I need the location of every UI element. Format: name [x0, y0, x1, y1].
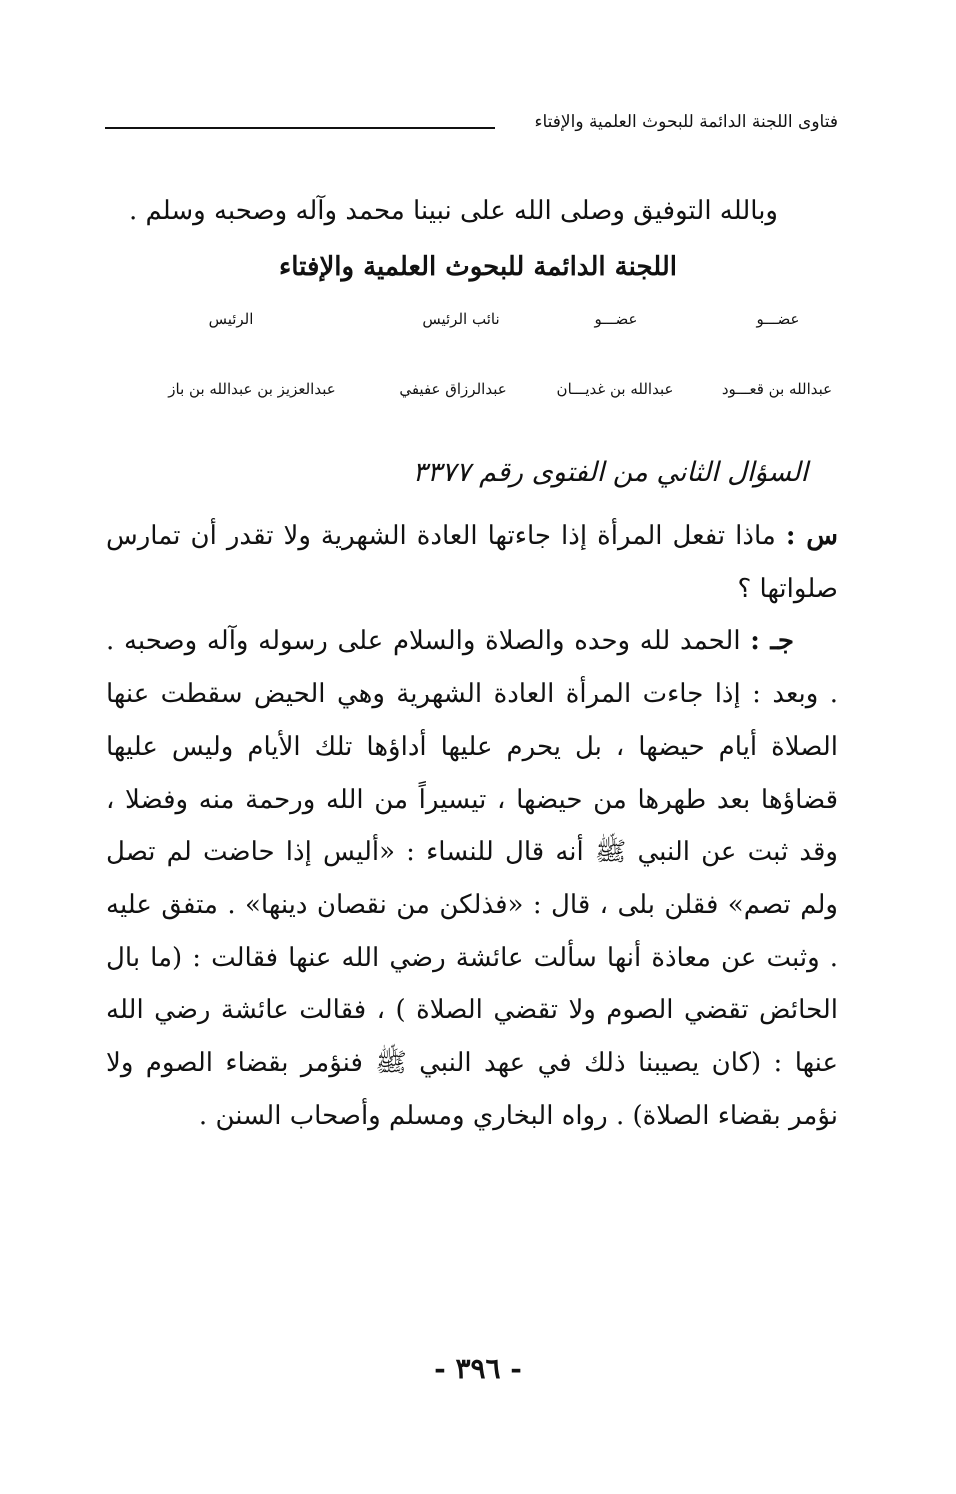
question-text: ماذا تفعل المرأة إذا جاءتها العادة الشهرية ولا تقدر أن تمارس صلواتها ؟ [106, 521, 838, 604]
answer-paragraph [106, 615, 838, 1142]
answer-text: الحمد لله وحده والصلاة والسلام على رسوله وآله وصحبه . . وبعد : إذا جاءت المرأة العادة الشهرية وهي الحيض سقطت عنها الصلاة أيام حيضها ، بل يحرم عليها أداؤها تلك الأيام وليس عليها قضاؤها بعد طهرها من حيضها ، تيسيراً من الله ورحمة منه وفضلا ، وقد ثبت عن النبي ﷺ أنه قال للنساء : «أليس إذا حاضت لم تصل ولم تصم» فقلن بلى ، قال : «فذلكن من نقصان دينها» . متفق عليه . وثبت عن معاذة أنها سألت عائشة رضي الله عنها فقالت : (ما بال الحائض تقضي الصوم ولا تقضي الصلاة ) ، فقالت عائشة رضي الله عنها : (كان يصيبنا ذلك في عهد النبي ﷺ فنؤمر بقضاء الصوم ولا نؤمر بقضاء الصلاة) . رواه البخاري ومسلم وأصحاب السنن . [106, 626, 838, 1131]
signatory-role: عضـــو [756, 310, 800, 328]
signatory-name: عبدالرزاق عفيفي [399, 380, 507, 398]
signatory-name: عبدالله بن قعـــود [721, 380, 833, 398]
question-label: س : [785, 521, 839, 551]
header-rule [105, 127, 495, 129]
signatory-role: نائب الرئيس [422, 310, 500, 328]
running-header: فتاوى اللجنة الدائمة للبحوث العلمية والإفتاء [534, 112, 838, 132]
signatory-role: الرئيس [208, 310, 254, 328]
signatory-name: عبدالعزيز بن عبدالله بن باز [168, 380, 336, 398]
question-paragraph [106, 510, 838, 615]
committee-name: اللجنة الدائمة للبحوث العلمية والإفتاء [279, 252, 677, 282]
answer-label: جـ : [750, 626, 795, 657]
closing-line: وبالله التوفيق وصلى الله على نبينا محمد وآله وصحبه وسلم . [128, 196, 778, 226]
signatory-name: عبدالله بن غديـــان [556, 380, 674, 398]
page-number: - ٣٩٦ - [434, 1352, 522, 1385]
question-title: السؤال الثاني من الفتوى رقم ٣٣٧٧ [412, 457, 808, 488]
signatory-role: عضـــو [594, 310, 638, 328]
fatwa-body [106, 510, 838, 1142]
